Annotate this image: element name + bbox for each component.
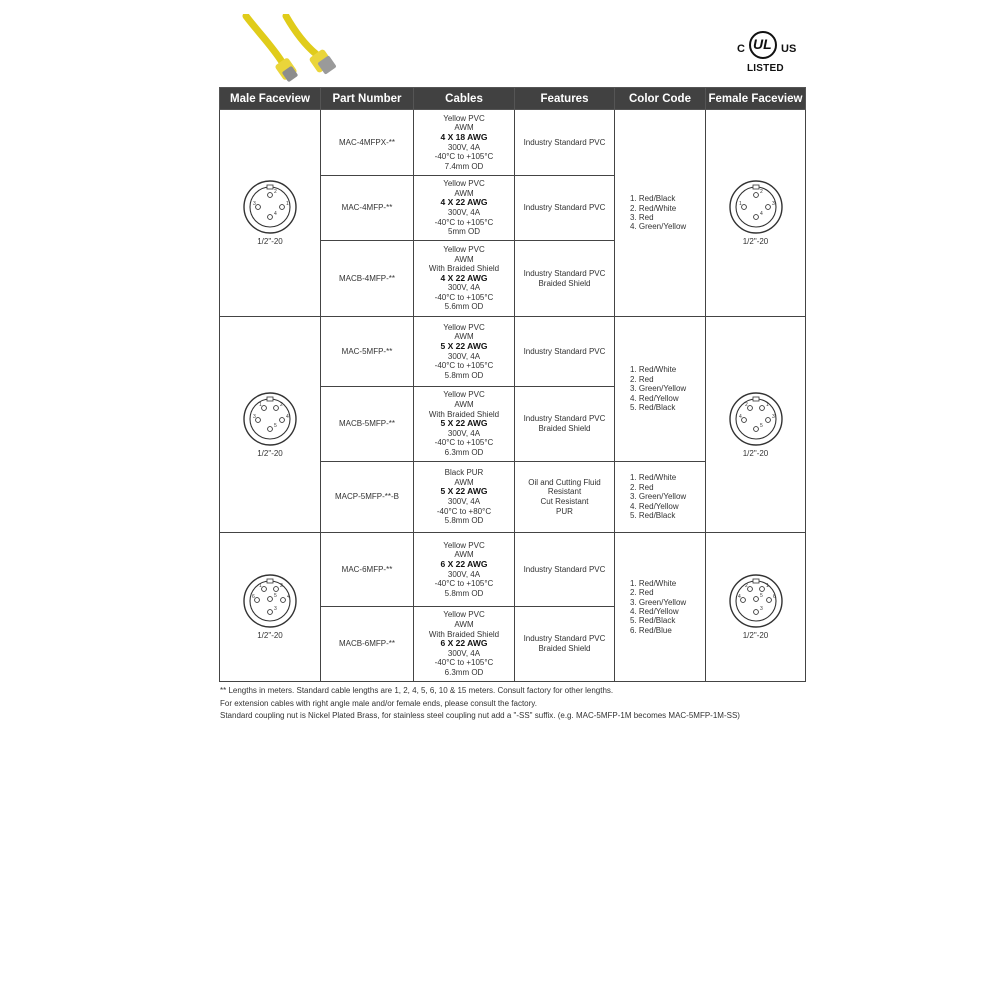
- cable-spec-line: 6.3mm OD: [444, 667, 484, 677]
- color-code-item: 1. Red/White: [630, 578, 677, 588]
- footnotes: [220, 685, 820, 723]
- cable-spec-line: 300V, 4A: [447, 142, 481, 152]
- svg-text:3: 3: [771, 201, 775, 208]
- thread-size-label: 1/2"-20: [257, 448, 283, 458]
- part-number-cell: MAC-5MFP-**: [321, 317, 414, 387]
- part-number-cell: MAC-4MFPX-**: [321, 110, 414, 176]
- cable-spec-cell: [414, 533, 515, 607]
- cable-spec-line: AWM: [454, 620, 474, 630]
- color-code-item: 6. Red/Blue: [630, 625, 672, 635]
- svg-text:1: 1: [286, 201, 289, 208]
- color-code-item: 3. Red: [630, 213, 654, 222]
- cable-spec-line: 300V, 4A: [447, 428, 481, 438]
- svg-text:1: 1: [765, 401, 769, 408]
- table-row: [220, 533, 806, 607]
- col-header-male-faceview: Male Faceview: [220, 88, 321, 110]
- feature-line: Industry Standard PVC: [523, 414, 606, 424]
- features-cell: [515, 241, 615, 317]
- cable-spec-cell: [414, 110, 515, 176]
- svg-text:3: 3: [274, 606, 277, 613]
- cable-spec-line: 5.8mm OD: [444, 370, 484, 380]
- color-code-item: 1. Red/Black: [630, 194, 676, 204]
- col-header-part-number: Part Number: [321, 88, 414, 110]
- male-connector-diagram: [242, 573, 298, 629]
- feature-line: Oil and Cutting Fluid: [528, 477, 601, 487]
- features-cell: [515, 607, 615, 682]
- cable-spec-line: Yellow PVC: [443, 244, 485, 254]
- cable-spec-line: -40°C to +105°C: [434, 658, 494, 668]
- svg-text:4: 4: [738, 413, 742, 420]
- cable-spec-line: 5.6mm OD: [444, 302, 484, 312]
- part-number-cell: MAC-6MFP-**: [321, 533, 414, 607]
- features-cell: [515, 462, 615, 533]
- color-code-item: 1. Red/White: [630, 365, 677, 375]
- cable-spec-line: 300V, 4A: [447, 208, 481, 217]
- svg-text:1: 1: [259, 401, 262, 408]
- cable-awg: 6 X 22 AWG: [440, 638, 488, 649]
- cable-spec-line: AWM: [454, 400, 474, 410]
- cable-spec-line: Yellow PVC: [443, 540, 485, 550]
- thread-size-label: 1/2"-20: [742, 631, 769, 641]
- svg-text:4: 4: [759, 211, 763, 218]
- svg-text:4: 4: [287, 594, 290, 601]
- color-code-item: 5. Red/Black: [630, 511, 676, 521]
- cable-spec-cell: [414, 241, 515, 317]
- color-code-item: 4. Red/Yellow: [630, 501, 679, 511]
- svg-text:2: 2: [744, 583, 748, 590]
- cable-awg: 5 X 22 AWG: [440, 340, 488, 351]
- svg-text:3: 3: [253, 413, 256, 420]
- cable-spec-line: -40°C to +105°C: [434, 292, 494, 302]
- color-code-item: 4. Green/Yellow: [630, 222, 687, 232]
- feature-line: PUR: [556, 506, 573, 516]
- feature-line: Industry Standard PVC: [523, 268, 606, 278]
- cable-awg: 6 X 22 AWG: [440, 558, 488, 569]
- footnote-coupling-nut: Standard coupling nut is Nickel Plated Brass, for stainless steel coupling nut add a "-SS" suffix. (e.g. MAC-5MFP-1M becomes MAC-5MFP-1M-SS): [220, 711, 740, 720]
- cable-spec-line: With Braided Shield: [428, 409, 500, 419]
- color-code-item: 4. Red/Yellow: [630, 393, 679, 403]
- color-code-cell: [615, 317, 706, 462]
- female-connector-diagram: [728, 179, 784, 235]
- cable-spec-cell: [414, 387, 515, 462]
- color-code-item: 3. Green/Yellow: [630, 492, 687, 502]
- svg-text:6: 6: [772, 594, 776, 601]
- svg-text:1: 1: [765, 583, 769, 590]
- part-number-cell: MACB-6MFP-**: [321, 607, 414, 682]
- feature-line: Braided Shield: [538, 278, 591, 288]
- cable-awg: 4 X 22 AWG: [440, 272, 488, 283]
- cable-spec-line: 5mm OD: [448, 227, 480, 237]
- cable-spec-line: -40°C to +105°C: [434, 152, 494, 162]
- cable-spec-line: -40°C to +105°C: [434, 361, 494, 371]
- features-cell: [515, 176, 615, 241]
- svg-text:2: 2: [759, 189, 763, 196]
- color-code-item: 2. Red: [630, 482, 654, 492]
- svg-text:2: 2: [274, 189, 277, 196]
- svg-text:2: 2: [280, 583, 283, 590]
- thread-size-label: 1/2"-20: [257, 237, 283, 247]
- svg-text:6: 6: [252, 594, 255, 601]
- male-connector-diagram: [242, 179, 298, 235]
- color-code-cell: [615, 533, 706, 682]
- cable-spec-line: AWM: [454, 188, 474, 198]
- svg-text:5: 5: [274, 593, 277, 600]
- cable-spec-line: AWM: [454, 477, 474, 487]
- svg-text:4: 4: [737, 594, 741, 601]
- cable-spec-line: Yellow PVC: [443, 179, 485, 189]
- female-connector-diagram: [728, 391, 784, 447]
- color-code-item: 5. Red/Black: [630, 616, 676, 626]
- cable-spec-cell: [414, 317, 515, 387]
- cable-spec-line: 300V, 4A: [447, 569, 481, 579]
- cable-spec-cell: [414, 462, 515, 533]
- ul-listed-logo: [733, 25, 799, 77]
- svg-text:1: 1: [738, 201, 742, 208]
- col-header-color-code: Color Code: [615, 88, 706, 110]
- color-code-cell: [615, 462, 706, 533]
- cable-spec-line: -40°C to +105°C: [434, 438, 494, 448]
- features-cell: [515, 317, 615, 387]
- feature-line: Braided Shield: [538, 644, 591, 653]
- part-number-cell: MACB-5MFP-**: [321, 387, 414, 462]
- color-code-cell: [615, 110, 706, 317]
- cable-awg: 5 X 22 AWG: [440, 486, 488, 497]
- cable-spec-line: 6.3mm OD: [444, 447, 484, 457]
- feature-line: Industry Standard PVC: [523, 137, 606, 147]
- thread-size-label: 1/2"-20: [257, 631, 283, 641]
- cable-spec-line: Yellow PVC: [443, 322, 485, 332]
- female-faceview-cell: [706, 533, 806, 682]
- female-connector-diagram: [728, 573, 784, 629]
- cable-awg: 5 X 22 AWG: [440, 418, 488, 429]
- svg-text:3: 3: [759, 606, 763, 613]
- color-code-item: 3. Green/Yellow: [630, 384, 687, 394]
- cable-spec-line: Yellow PVC: [443, 610, 485, 620]
- cable-spec-line: -40°C to +80°C: [436, 506, 492, 516]
- color-code-item: 2. Red: [630, 588, 654, 598]
- table-header-row: [220, 88, 806, 110]
- yellow-cable-photo: [238, 14, 350, 86]
- cable-spec-line: 300V, 4A: [447, 497, 481, 506]
- color-code-item: 5. Red/Black: [630, 403, 676, 413]
- color-code-item: 1. Red/White: [630, 473, 677, 483]
- col-header-female-faceview: Female Faceview: [706, 88, 806, 110]
- cable-spec-line: AWM: [454, 254, 474, 264]
- cable-spec-line: With Braided Shield: [428, 629, 500, 639]
- ul-c-mark: C: [737, 43, 745, 55]
- male-faceview-cell: [220, 110, 321, 317]
- svg-text:2: 2: [280, 401, 283, 408]
- part-number-cell: MACP-5MFP-**-B: [321, 462, 414, 533]
- thread-size-label: 1/2"-20: [742, 448, 769, 458]
- cable-awg: 4 X 22 AWG: [440, 197, 488, 208]
- svg-text:3: 3: [771, 413, 775, 420]
- thread-size-label: 1/2"-20: [742, 237, 769, 247]
- feature-line: Industry Standard PVC: [523, 564, 606, 574]
- cable-spec-line: 300V, 4A: [447, 283, 481, 293]
- ul-listed-text: LISTED: [747, 63, 784, 74]
- feature-line: Industry Standard PVC: [523, 346, 606, 356]
- cable-spec-line: 5.8mm OD: [444, 588, 484, 598]
- cable-spec-line: AWM: [454, 123, 474, 133]
- feature-line: Cut Resistant: [540, 497, 589, 506]
- table-row: [220, 317, 806, 387]
- male-connector-diagram: [242, 391, 298, 447]
- cable-spec-line: Black PUR: [444, 468, 484, 478]
- ul-mark: UL: [753, 36, 772, 52]
- col-header-cables: Cables: [414, 88, 515, 110]
- color-code-item: 4. Red/Yellow: [630, 607, 679, 616]
- svg-text:4: 4: [286, 413, 289, 420]
- cable-spec-line: 5.8mm OD: [444, 516, 484, 526]
- table-row: [220, 110, 806, 176]
- male-faceview-cell: [220, 317, 321, 533]
- cable-spec-line: 300V, 4A: [447, 351, 481, 361]
- feature-line: Industry Standard PVC: [523, 634, 606, 644]
- color-code-item: 3. Green/Yellow: [630, 597, 687, 607]
- features-cell: [515, 533, 615, 607]
- svg-text:4: 4: [274, 211, 277, 218]
- svg-text:2: 2: [744, 401, 748, 408]
- female-faceview-cell: [706, 110, 806, 317]
- cable-spec-line: 300V, 4A: [447, 648, 481, 658]
- cable-spec-cell: [414, 176, 515, 241]
- cable-spec-line: Yellow PVC: [443, 113, 485, 123]
- cordset-spec-table: [219, 87, 806, 682]
- svg-text:5: 5: [759, 593, 763, 600]
- cable-spec-line: With Braided Shield: [428, 264, 500, 274]
- svg-text:3: 3: [253, 201, 256, 208]
- svg-text:5: 5: [274, 422, 277, 429]
- svg-text:1: 1: [259, 583, 262, 590]
- part-number-cell: MACB-4MFP-**: [321, 241, 414, 317]
- cable-spec-line: AWM: [454, 332, 474, 342]
- col-header-features: Features: [515, 88, 615, 110]
- cable-spec-line: Yellow PVC: [443, 390, 485, 400]
- feature-line: Resistant: [547, 487, 582, 497]
- cable-spec-line: AWM: [454, 550, 474, 560]
- footnote-lengths: ** Lengths in meters. Standard cable lengths are 1, 2, 4, 5, 6, 10 & 15 meters. Consult factory for other lengths.: [220, 686, 614, 695]
- part-number-cell: MAC-4MFP-**: [321, 176, 414, 241]
- male-faceview-cell: [220, 533, 321, 682]
- cable-spec-line: -40°C to +105°C: [434, 579, 494, 589]
- svg-text:5: 5: [759, 422, 763, 429]
- features-cell: [515, 110, 615, 176]
- color-code-item: 2. Red/White: [630, 203, 677, 213]
- ul-us-mark: US: [781, 43, 797, 55]
- cable-spec-line: 7.4mm OD: [444, 161, 484, 171]
- features-cell: [515, 387, 615, 462]
- cable-awg: 4 X 18 AWG: [440, 131, 488, 142]
- cable-spec-line: -40°C to +105°C: [434, 217, 494, 227]
- female-faceview-cell: [706, 317, 806, 533]
- color-code-item: 2. Red: [630, 374, 654, 384]
- footnote-right-angle: For extension cables with right angle male and/or female ends, please consult the factory.: [220, 698, 537, 708]
- feature-line: Braided Shield: [538, 424, 591, 433]
- cable-spec-cell: [414, 607, 515, 682]
- feature-line: Industry Standard PVC: [523, 203, 606, 213]
